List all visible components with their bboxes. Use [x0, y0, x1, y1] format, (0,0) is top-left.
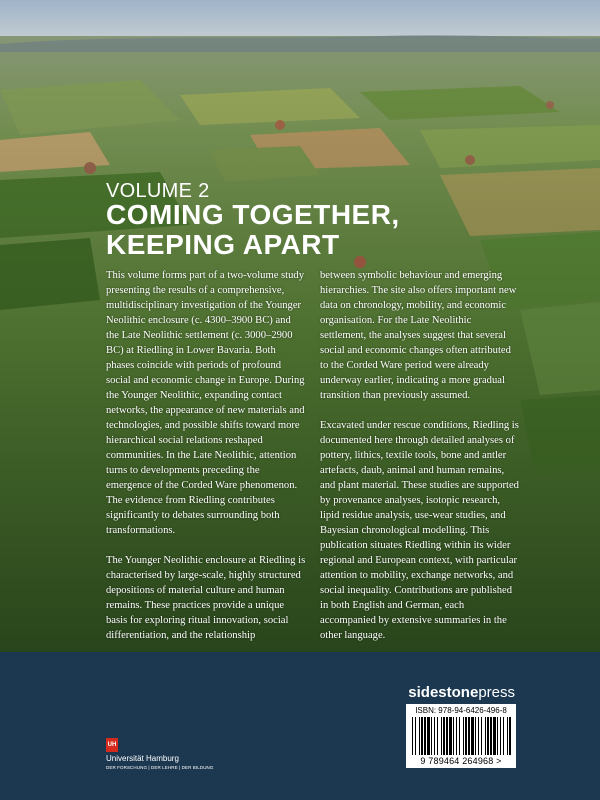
barcode-bar	[471, 717, 474, 755]
publisher-name-light: press	[478, 684, 515, 701]
barcode-bars	[410, 717, 512, 755]
isbn-barcode	[406, 704, 516, 768]
barcode-bar	[497, 717, 498, 755]
barcode-bar	[475, 717, 476, 755]
barcode-bar	[509, 717, 511, 755]
barcode-bar	[490, 717, 492, 755]
barcode-bar	[431, 717, 432, 755]
barcode-bar	[441, 717, 442, 755]
barcode-bar	[424, 717, 426, 755]
university-name: Universität Hamburg	[106, 754, 179, 763]
uh-mark: UH	[106, 738, 118, 752]
publisher-logo	[408, 684, 515, 701]
barcode-bar	[485, 717, 486, 755]
barcode-bar	[503, 717, 504, 755]
barcode-bar	[419, 717, 420, 755]
barcode-bar	[481, 717, 482, 755]
barcode-bar	[427, 717, 430, 755]
blurb-right-column	[320, 268, 520, 658]
publisher-name-bold: sidestone	[408, 684, 479, 701]
volume-label: VOLUME 2	[106, 180, 210, 202]
university-logo	[106, 738, 266, 778]
barcode-digits: 9 789464 264968 >	[420, 756, 502, 766]
university-motto: DER FORSCHUNG | DER LEHRE | DER BILDUNG	[106, 765, 214, 770]
barcode-bar	[421, 717, 423, 755]
barcode-bar	[412, 717, 413, 755]
barcode-bar	[487, 717, 489, 755]
barcode-bar	[507, 717, 508, 755]
blurb-paragraph: Excavated under rescue conditions, Riedling is documented here through detailed analyses of pottery, lithics, textile tools, bone and antler artefacts, daub, animal and human remains, and plant material. These studies are supported by provenance analyses, isotopic research, lipid residue analysis, use-wear studies, and Bayesian chronological modelling. This publication situates Riedling within its wider regional and European context, with particular attention to mobility, exchange networks, and social inequality. Contributions are published in both English and German, each accompanied by extensive summaries in the other language.	[320, 420, 519, 641]
title-line-1: COMING TOGETHER,	[106, 199, 400, 230]
title-line-2: KEEPING APART	[106, 229, 340, 260]
blurb-left-column	[106, 268, 306, 658]
barcode-bar	[463, 717, 464, 755]
barcode-bar	[465, 717, 467, 755]
book-title	[106, 200, 400, 260]
isbn-label: ISBN: 978-94-6426-496-8	[415, 706, 507, 715]
barcode-bar	[415, 717, 416, 755]
blurb-paragraph: The Younger Neolithic enclosure at Riedling is characterised by large-scale, highly structured depositions of material culture and human remains. These practices provide a unique basis for exploring ritual innovation, social differentiation, and the relationship	[106, 555, 306, 641]
barcode-bar	[478, 717, 479, 755]
barcode-bar	[493, 717, 496, 755]
barcode-bar	[446, 717, 448, 755]
barcode-bar	[434, 717, 435, 755]
blurb-paragraph: between symbolic behaviour and emerging hierarchies. The site also offers important new data on chronology, mobility, and economic organisation. For the Late Neolithic settlement, the analyses suggest that several social and economic changes often attributed to the Corded Ware period were already underway earlier, indicating a more gradual transition than previously assumed.	[320, 270, 517, 401]
barcode-bar	[500, 717, 501, 755]
barcode-bar	[437, 717, 438, 755]
barcode-bar	[468, 717, 470, 755]
barcode-bar	[456, 717, 457, 755]
barcode-bar	[453, 717, 454, 755]
blurb-paragraph: This volume forms part of a two-volume study presenting the results of a comprehensive, multidisciplinary investigation of the Younger Neolithic enclosure (c. 4300–3900 BC) and the Late Neolithic settlement (c. 3000–2900 BC) at Riedling in Lower Bavaria. Both phases coincide with periods of profound social and economic change in Europe. During the Younger Neolithic, expanding contact networks, the appearance of new materials and technologies, and possible shifts toward more hierarchical social relations reshaped communities. In the Late Neolithic, attention turns to developments preceding the emergence of the Corded Ware phenomenon. The evidence from Riedling contributes significantly to debates surrounding both transformations.	[106, 270, 305, 536]
barcode-bar	[459, 717, 460, 755]
barcode-bar	[449, 717, 452, 755]
barcode-bar	[443, 717, 445, 755]
